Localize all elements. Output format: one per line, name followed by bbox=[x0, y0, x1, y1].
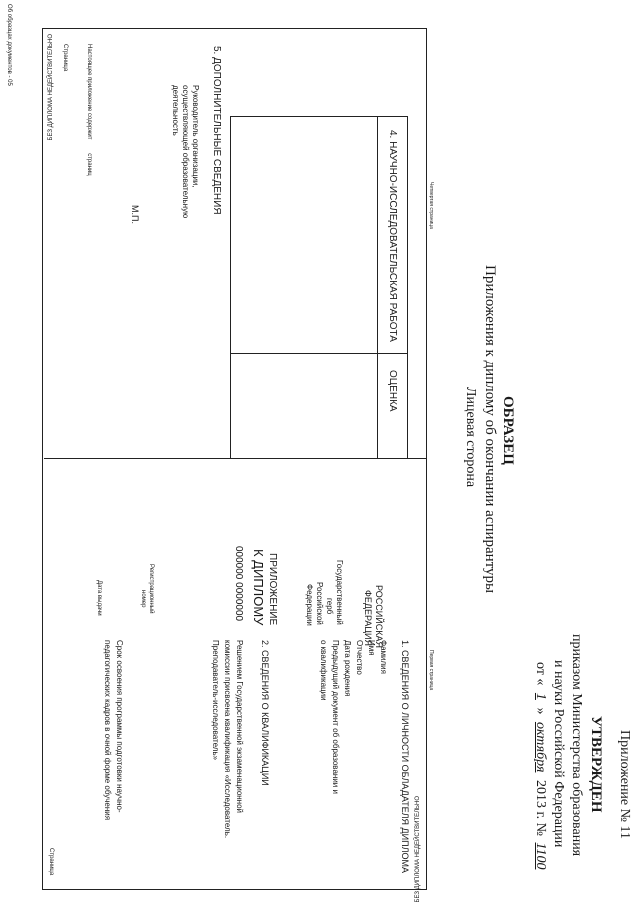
diploma-number: 000000 0000000 bbox=[233, 546, 244, 622]
emblem-line-2: герб bbox=[325, 598, 334, 615]
date-prefix: от « bbox=[533, 662, 548, 686]
qualification-line-3: Преподаватель-исследователь» bbox=[211, 640, 220, 761]
grade-column-line bbox=[231, 353, 408, 354]
table-header-line bbox=[377, 116, 378, 459]
stamp-place: М.П. bbox=[130, 205, 140, 224]
order-date-line bbox=[532, 662, 548, 869]
first-page-label: Первая страница bbox=[428, 650, 434, 691]
research-work-title: 4. НАУЧНО-ИССЛЕДОВАТЕЛЬСКАЯ РАБОТА bbox=[387, 130, 398, 342]
date-mid: » bbox=[533, 707, 548, 715]
sample-title: ОБРАЗЕЦ bbox=[500, 396, 516, 465]
field-birth-date: Дата рождения bbox=[343, 640, 352, 697]
country-line-1: РОССИЙСКАЯ bbox=[374, 585, 384, 648]
qualification-line-2: комиссии присвоена квалификация «Исследователь. bbox=[223, 640, 232, 839]
page-divider bbox=[44, 458, 427, 459]
date-month: октября bbox=[533, 721, 548, 773]
date-day: 1 bbox=[533, 692, 548, 700]
table-top-line bbox=[407, 116, 408, 459]
date-year-number: 2013 г. № bbox=[533, 779, 548, 836]
field-prev-doc-line-1: Предыдущий документ об образовании и bbox=[331, 640, 340, 794]
table-left-line bbox=[231, 116, 408, 117]
qualification-heading: 2. СВЕДЕНИЯ О КВАЛИФИКАЦИИ bbox=[260, 640, 270, 786]
right-page-footer: Страница bbox=[48, 848, 54, 876]
emblem-line-4: Федерации bbox=[305, 584, 314, 626]
front-side-label: Лицевая сторона bbox=[463, 387, 478, 488]
reg-number-line-2: номер bbox=[140, 590, 146, 608]
order-line-1: приказом Министерства образования bbox=[569, 634, 584, 857]
invalid-text-left: БЕЗ ДИПЛОМА НЕДЕЙСТВИТЕЛЬНО bbox=[48, 34, 54, 141]
study-term-line-2: педагогических кадров в очной форме обучения bbox=[103, 640, 112, 821]
qualification-line-1: Решением Государственной экзаменационной bbox=[235, 640, 244, 814]
study-term-line-1: Срок освоения программы подготовки научно- bbox=[115, 640, 124, 813]
pages-count-suffix: страниц bbox=[86, 153, 92, 176]
table-bottom-line bbox=[230, 116, 231, 459]
country-line-2: ФЕДЕРАЦИЯ bbox=[363, 590, 373, 646]
document-code: Об образцах документов - 05 bbox=[6, 4, 12, 86]
field-surname: Фамилия bbox=[379, 640, 388, 674]
issue-date-label: Дата выдачи bbox=[96, 580, 102, 616]
org-head-line-1: Руководитель организации, bbox=[191, 85, 200, 188]
org-head-line-3: деятельность bbox=[171, 85, 180, 136]
invalid-text-right: БЕЗ ДИПЛОМА НЕДЕЙСТВИТЕЛЬНО bbox=[415, 796, 421, 903]
diploma-appendix-line-2: К ДИПЛОМУ bbox=[251, 549, 266, 626]
field-patronymic: Отчество bbox=[355, 640, 364, 675]
diploma-appendix-line-1: ПРИЛОЖЕНИЕ bbox=[267, 553, 278, 626]
emblem-line-1: Государственный bbox=[335, 560, 344, 625]
field-prev-doc-line-2: о квалификации bbox=[319, 640, 328, 701]
order-number: 1100 bbox=[533, 842, 548, 870]
grade-column-title: ОЦЕНКА bbox=[387, 370, 398, 412]
order-line-2: и науки Российской Федерации bbox=[551, 660, 566, 848]
fourth-page-label: Четвертая страница bbox=[428, 182, 434, 229]
field-name: Имя bbox=[367, 640, 376, 656]
reg-number-line-1: Регистрационный bbox=[148, 564, 154, 614]
holder-info-heading: 1. СВЕДЕНИЯ О ЛИЧНОСТИ ОБЛАДАТЕЛЯ ДИПЛОМА bbox=[400, 640, 410, 873]
emblem-line-3: Российской bbox=[315, 582, 324, 625]
pages-count-prefix: Настоящее приложение содержит bbox=[86, 44, 92, 140]
org-head-line-2: осуществляющей образовательную bbox=[181, 85, 190, 219]
appendix-number: Приложение № 11 bbox=[617, 730, 632, 839]
additional-info-heading: 5. ДОПОЛНИТЕЛЬНЫЕ СВЕДЕНИЯ bbox=[211, 46, 222, 215]
pages-count-text bbox=[86, 44, 92, 176]
sample-subtitle: Приложения к диплому об окончании аспирантуры bbox=[482, 265, 498, 594]
approved-label: УТВЕРЖДЕН bbox=[588, 716, 604, 813]
left-page-footer: Страница bbox=[62, 44, 68, 72]
